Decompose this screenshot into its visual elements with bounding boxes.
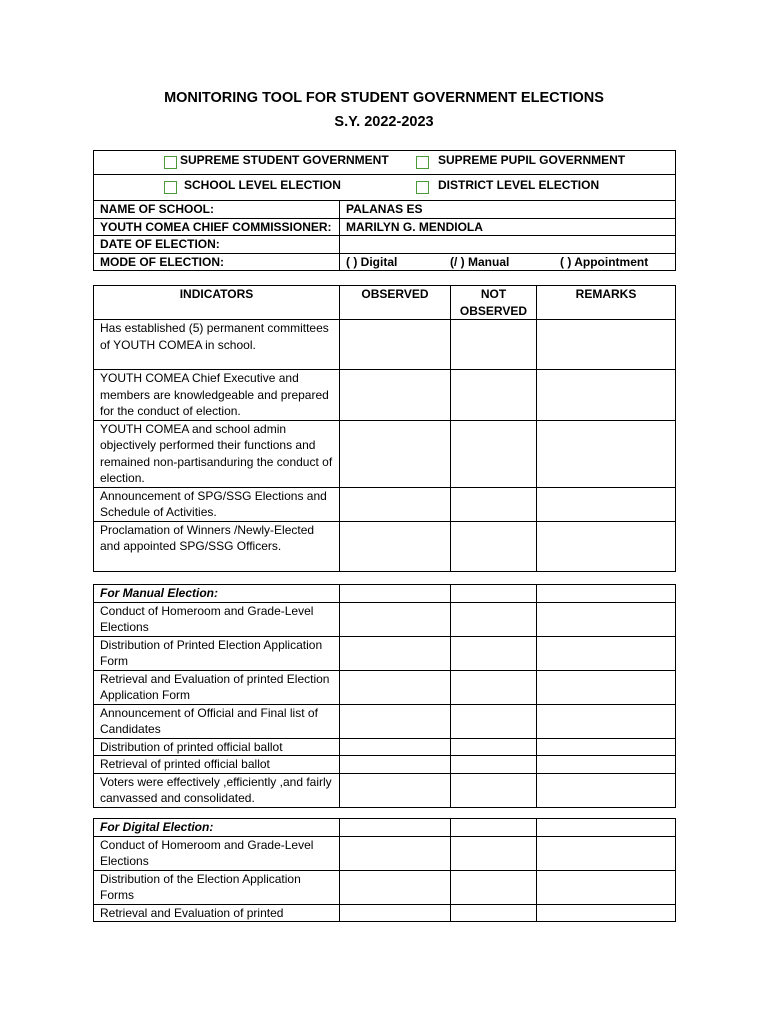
remarks-cell[interactable] [537, 320, 676, 370]
observed-cell[interactable] [340, 670, 451, 704]
indicator-text: Distribution of the Election Application Forms [94, 870, 340, 904]
remarks-cell[interactable] [537, 819, 676, 837]
indicator-text: Conduct of Homeroom and Grade-Level Elections [94, 602, 340, 636]
election-mode-label: MODE OF ELECTION: [94, 253, 340, 271]
table-row [94, 738, 676, 756]
not-observed-cell[interactable] [451, 487, 537, 521]
observed-cell[interactable] [340, 738, 451, 756]
remarks-cell[interactable] [537, 870, 676, 904]
indicator-text: Proclamation of Winners /Newly-Elected and appointed SPG/SSG Officers. [94, 521, 340, 571]
school-year: S.Y. 2022-2023 [334, 114, 434, 130]
commissioner-label: YOUTH COMEA CHIEF COMMISSIONER: [94, 218, 340, 236]
indicator-text: Retrieval and Evaluation of printed [94, 904, 340, 922]
table-row [94, 836, 676, 870]
remarks-cell[interactable] [537, 756, 676, 774]
not-observed-cell[interactable] [451, 836, 537, 870]
not-observed-cell[interactable] [451, 602, 537, 636]
remarks-cell[interactable] [537, 487, 676, 521]
observed-cell[interactable] [340, 704, 451, 738]
remarks-header: REMARKS [537, 286, 676, 320]
not-observed-cell[interactable] [451, 636, 537, 670]
observed-cell[interactable] [340, 636, 451, 670]
remarks-cell[interactable] [537, 602, 676, 636]
not-observed-cell[interactable] [451, 870, 537, 904]
table-row [94, 756, 676, 774]
not-observed-header: NOT OBSERVED [451, 286, 537, 320]
not-observed-cell[interactable] [451, 738, 537, 756]
remarks-cell[interactable] [537, 670, 676, 704]
not-observed-cell[interactable] [451, 756, 537, 774]
observed-cell[interactable] [340, 773, 451, 807]
table-row [94, 636, 676, 670]
indicator-text: Conduct of Homeroom and Grade-Level Elections [94, 836, 340, 870]
table-row [94, 704, 676, 738]
not-observed-cell[interactable] [451, 521, 537, 571]
remarks-cell[interactable] [537, 370, 676, 421]
observed-cell[interactable] [340, 370, 451, 421]
observed-cell[interactable] [340, 819, 451, 837]
observed-cell[interactable] [340, 585, 451, 603]
table-row [94, 773, 676, 807]
observed-cell[interactable] [340, 870, 451, 904]
district-level-label: DISTRICT LEVEL ELECTION [438, 178, 600, 192]
remarks-cell[interactable] [537, 904, 676, 922]
election-level-row [94, 175, 676, 201]
election-info-table [93, 150, 676, 271]
not-observed-cell[interactable] [451, 420, 537, 487]
not-observed-cell[interactable] [451, 773, 537, 807]
remarks-cell[interactable] [537, 704, 676, 738]
indicator-text: YOUTH COMEA Chief Executive and members are knowledgeable and prepared for the conduct of election. [94, 370, 340, 421]
school-name-value[interactable]: PALANAS ES [340, 201, 676, 219]
observed-cell[interactable] [340, 836, 451, 870]
manual-election-table [93, 584, 676, 808]
remarks-cell[interactable] [537, 636, 676, 670]
mode-digital[interactable]: ( ) Digital [346, 254, 398, 269]
remarks-cell[interactable] [537, 585, 676, 603]
indicator-text: Distribution of Printed Election Application Form [94, 636, 340, 670]
manual-election-heading: For Manual Election: [94, 585, 340, 603]
not-observed-cell[interactable] [451, 370, 537, 421]
indicator-text: YOUTH COMEA and school admin objectively performed their functions and remained non-partisanduring the conduct of election. [94, 420, 340, 487]
table-row [94, 370, 676, 421]
school-name-label: NAME OF SCHOOL: [94, 201, 340, 219]
election-date-label: DATE OF ELECTION: [94, 236, 340, 254]
table-row [94, 487, 676, 521]
observed-cell[interactable] [340, 487, 451, 521]
indicator-text: Announcement of SPG/SSG Elections and Schedule of Activities. [94, 487, 340, 521]
observed-cell[interactable] [340, 420, 451, 487]
remarks-cell[interactable] [537, 773, 676, 807]
school-level-label: SCHOOL LEVEL ELECTION [184, 178, 341, 192]
indicators-table [93, 285, 676, 572]
observed-cell[interactable] [340, 521, 451, 571]
remarks-cell[interactable] [537, 521, 676, 571]
table-row [94, 320, 676, 370]
digital-election-heading: For Digital Election: [94, 819, 340, 837]
document-title: MONITORING TOOL FOR STUDENT GOVERNMENT ELECTIONS [164, 90, 604, 106]
observed-cell[interactable] [340, 602, 451, 636]
commissioner-value[interactable]: MARILYN G. MENDIOLA [340, 218, 676, 236]
table-row [94, 904, 676, 922]
not-observed-cell[interactable] [451, 320, 537, 370]
observed-cell[interactable] [340, 756, 451, 774]
observed-cell[interactable] [340, 904, 451, 922]
mode-appointment[interactable]: ( ) Appointment [560, 254, 649, 269]
indicators-header: INDICATORS [94, 286, 340, 320]
indicator-text: Retrieval of printed official ballot [94, 756, 340, 774]
school-level-checkbox[interactable] [164, 181, 177, 194]
election-mode-options [340, 253, 676, 271]
remarks-cell[interactable] [537, 738, 676, 756]
indicator-text: Voters were effectively ,efficiently ,and fairly canvassed and consolidated. [94, 773, 340, 807]
observed-cell[interactable] [340, 320, 451, 370]
not-observed-cell[interactable] [451, 819, 537, 837]
table-row [94, 670, 676, 704]
digital-election-table [93, 818, 676, 922]
observed-header: OBSERVED [340, 286, 451, 320]
ssg-checkbox[interactable] [164, 156, 177, 169]
table-row [94, 521, 676, 571]
table-row [94, 420, 676, 487]
spg-checkbox[interactable] [416, 156, 429, 169]
not-observed-cell[interactable] [451, 670, 537, 704]
indicator-text: Announcement of Official and Final list of Candidates [94, 704, 340, 738]
section-heading-row [94, 819, 676, 837]
election-date-value[interactable] [340, 236, 676, 254]
table-row [94, 602, 676, 636]
remarks-cell[interactable] [537, 420, 676, 487]
spg-label: SUPREME PUPIL GOVERNMENT [438, 153, 626, 167]
mode-manual[interactable]: (/ ) Manual [450, 254, 510, 269]
indicator-text: Has established (5) permanent committees of YOUTH COMEA in school. [94, 320, 340, 370]
not-observed-cell[interactable] [451, 585, 537, 603]
not-observed-cell[interactable] [451, 904, 537, 922]
ssg-label: SUPREME STUDENT GOVERNMENT [180, 153, 389, 167]
remarks-cell[interactable] [537, 836, 676, 870]
government-type-row [94, 151, 676, 175]
table-row [94, 870, 676, 904]
indicator-text: Distribution of printed official ballot [94, 738, 340, 756]
district-level-checkbox[interactable] [416, 181, 429, 194]
indicator-text: Retrieval and Evaluation of printed Election Application Form [94, 670, 340, 704]
section-heading-row [94, 585, 676, 603]
not-observed-cell[interactable] [451, 704, 537, 738]
